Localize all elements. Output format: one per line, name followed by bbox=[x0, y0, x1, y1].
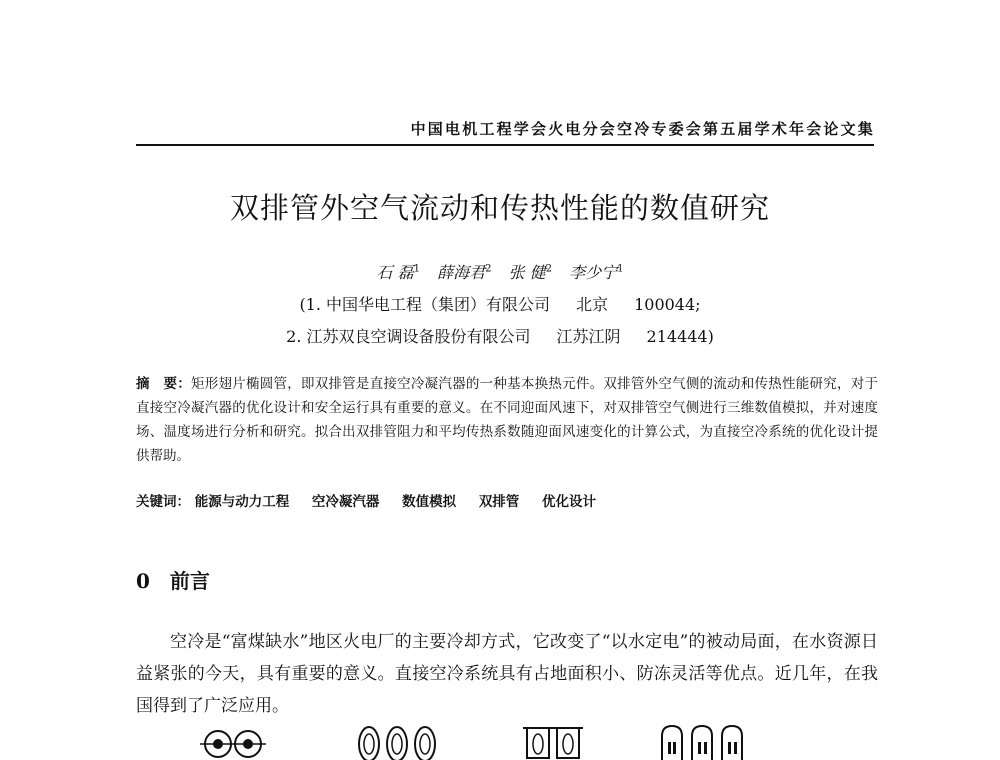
keyword: 优化设计 bbox=[542, 494, 597, 510]
affiliation-2: 2. 江苏双良空调设备股份有限公司 江苏江阴 214444) bbox=[286, 327, 714, 346]
section-title: 前言 bbox=[169, 569, 210, 593]
journal-header-title: 中国电机工程学会火电分会空冷专委会第五届学术年会论文集 bbox=[410, 120, 875, 138]
author: 张 健$^2$ bbox=[508, 263, 553, 282]
abstract-label: 摘 要： bbox=[136, 376, 191, 392]
keywords-label: 关键词： bbox=[136, 494, 190, 510]
keywords bbox=[136, 490, 878, 510]
section-number: 0 bbox=[136, 569, 150, 593]
paper-title: 双排管外空气流动和传热性能的数值研究 bbox=[229, 191, 770, 225]
keyword: 能源与动力工程 bbox=[194, 494, 290, 510]
keyword: 双排管 bbox=[478, 494, 520, 510]
author: 李少宁$^1$ bbox=[569, 263, 624, 282]
keyword: 空冷凝汽器 bbox=[311, 494, 380, 510]
author: 薛海君$^2$ bbox=[437, 263, 492, 282]
figure-oval-tubes bbox=[351, 722, 451, 760]
keyword: 数值模拟 bbox=[402, 494, 457, 510]
figure-circular-tubes bbox=[196, 722, 276, 760]
author: 石 磊$^1$ bbox=[376, 263, 420, 282]
section-heading bbox=[136, 565, 210, 594]
figure-flat-tubes bbox=[656, 722, 776, 760]
tube-figures bbox=[136, 722, 878, 760]
intro-paragraph: 空冷是“富煤缺水”地区火电厂的主要冷却方式，它改变了“以水定电”的被动局面，在水资源日益紧张的今天，具有重要的意义。直接空冷系统具有占地面积小、防冻灵活等优点。近几年，在我国得到了广泛应用。 bbox=[136, 632, 878, 716]
figure-rectangular-fins bbox=[521, 722, 591, 760]
header-rule bbox=[136, 144, 874, 146]
affiliation-1: (1. 中国华电工程（集团）有限公司 北京 100044; bbox=[299, 295, 701, 314]
abstract-text: 矩形翅片椭圆管，即双排管是直接空冷凝汽器的一种基本换热元件。双排管外空气侧的流动和传热性能研究，对于直接空冷凝汽器的优化设计和安全运行具有重要的意义。在不同迎面风速下，对双排管空气侧进行三维数值模拟，并对速度场、温度场进行分析和研究。拟合出双排管阻力和平均传热系数随迎面风速变化的计算公式，为直接空冷系统的优化设计提供帮助。 bbox=[136, 376, 879, 464]
author-list bbox=[0, 260, 1000, 283]
abstract bbox=[136, 372, 878, 468]
